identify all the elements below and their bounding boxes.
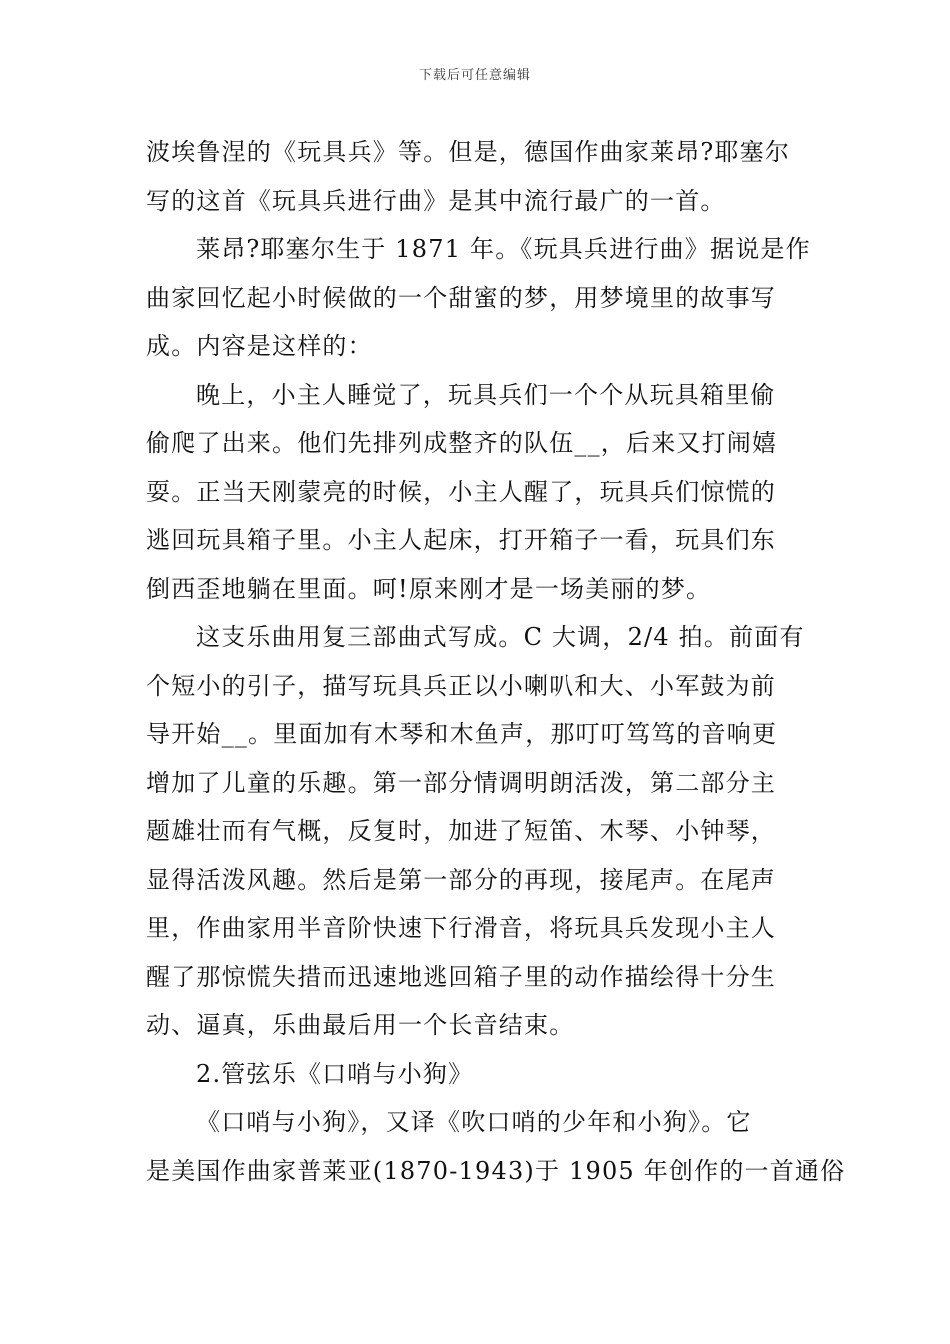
text-line: 倒西歪地躺在里面。呵!原来刚才是一场美丽的梦。 <box>146 574 712 603</box>
text-line: 莱昂?耶塞尔生于 1871 年。《玩具兵进行曲》据说是作 <box>196 235 811 263</box>
text-line: 增加了儿童的乐趣。第一部分情调明朗活泼，第二部分主 <box>146 768 776 797</box>
text-line: 个短小的引子，描写玩具兵正以小喇叭和大、小军鼓为前 <box>146 671 776 700</box>
text-line: 晚上，小主人睡觉了，玩具兵们一个个从玩具箱里偷 <box>196 380 776 409</box>
text-line: 《口哨与小狗》，又译《吹口哨的少年和小狗》。它 <box>196 1108 752 1136</box>
text-line: 题雄壮而有气概，反复时，加进了短笛、木琴、小钟琴， <box>146 817 776 845</box>
text-line: 逃回玩具箱子里。小主人起床，打开箱子一看，玩具们东 <box>146 526 776 554</box>
section-heading: 2.管弦乐《口哨与小狗》 <box>196 1059 474 1088</box>
text-line: 这支乐曲用复三部曲式写成。C 大调，2/4 拍。前面有 <box>196 623 805 651</box>
text-line: 耍。正当天刚蒙亮的时候，小主人醒了，玩具兵们惊慌的 <box>146 477 776 506</box>
text-line: 导开始__。里面加有木琴和木鱼声，那叮叮笃笃的音响更 <box>146 720 778 748</box>
text-line: 波埃鲁涅的《玩具兵》等。但是，德国作曲家莱昂?耶塞尔 <box>146 138 791 166</box>
text-line: 里，作曲家用半音阶快速下行滑音，将玩具兵发现小主人 <box>146 914 776 942</box>
text-line: 醒了那惊慌失措而迅速地逃回箱子里的动作描绘得十分生 <box>146 962 776 991</box>
text-line: 偷爬了出来。他们先排列成整齐的队伍__，后来又打闹嬉 <box>146 429 778 457</box>
page-header: 下载后可任意编辑 <box>418 68 531 83</box>
text-line: 写的这首《玩具兵进行曲》是其中流行最广的一首。 <box>146 186 726 215</box>
text-line: 是美国作曲家普莱亚(1870-1943)于 1905 年创作的一首通俗 <box>146 1156 846 1185</box>
text-line: 动、逼真，乐曲最后用一个长音结束。 <box>146 1011 575 1039</box>
text-line: 显得活泼风趣。然后是第一部分的再现，接尾声。在尾声 <box>146 865 776 894</box>
text-line: 曲家回忆起小时候做的一个甜蜜的梦，用梦境里的故事写 <box>146 283 776 312</box>
document-body <box>146 128 846 1195</box>
text-line: 成。内容是这样的： <box>146 332 373 360</box>
